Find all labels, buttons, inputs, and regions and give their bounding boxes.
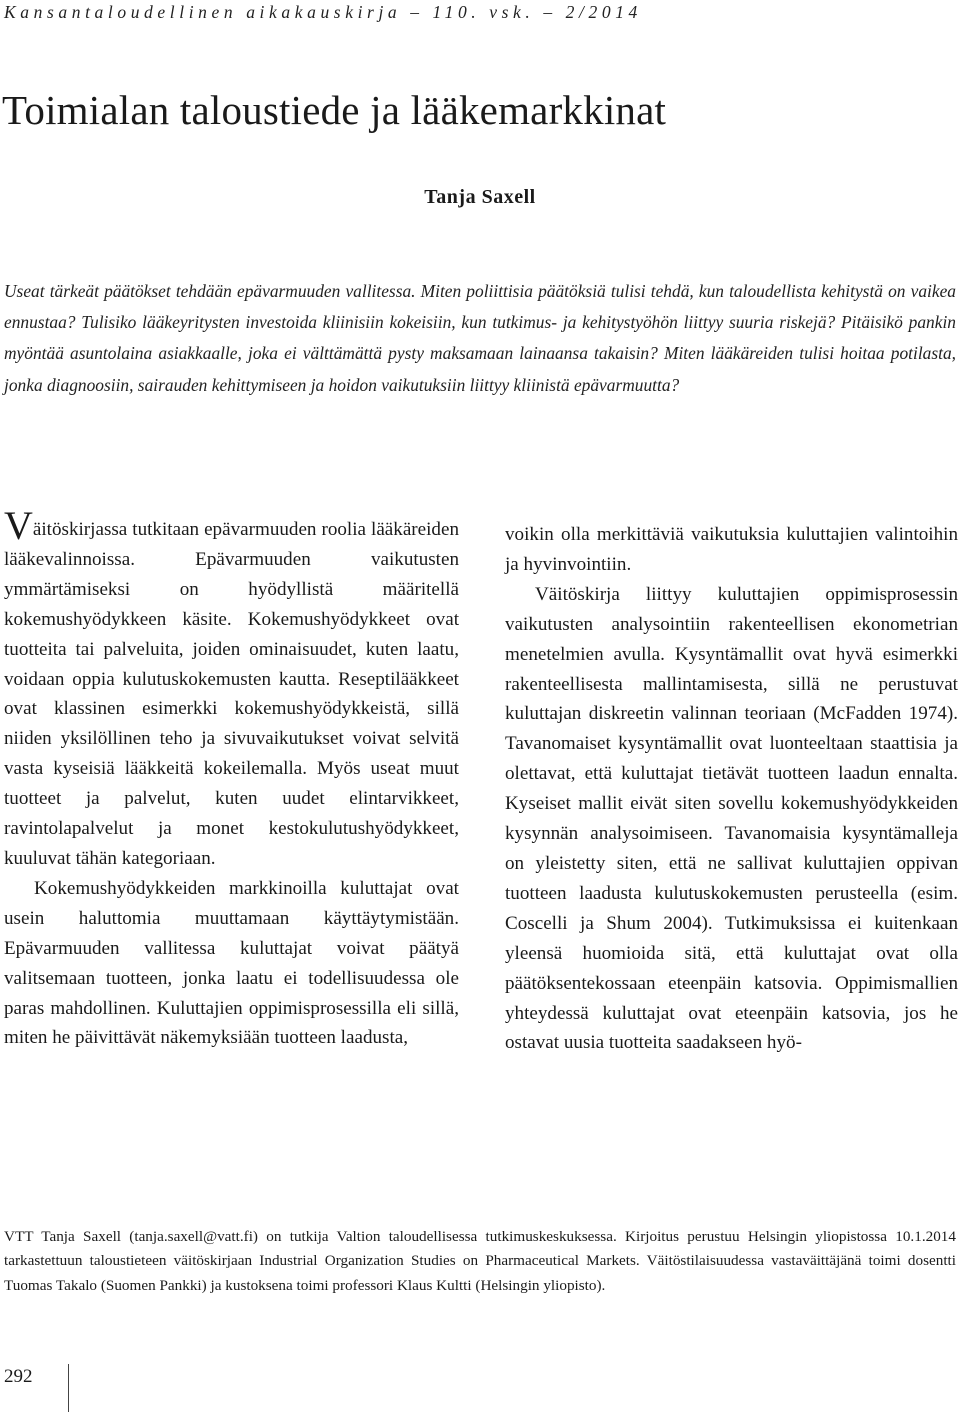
page-number-rule [68,1364,69,1412]
body-paragraph-2: Kokemushyödykkeiden markkinoilla kuluttajat ovat usein haluttomia muuttamaan käyttäytymistään. Epävarmuuden vallitessa kuluttajat voivat päätyä valitsemaan tuotteen, jonka laatu ei todellisuudessa ole paras mahdollinen. Kuluttajien oppimisprosessilla eli sillä, miten he päivittävät näkemyksiään tuotteen laadusta, [4,877,459,1049]
drop-cap: V [4,503,33,548]
body-paragraph-1 [4,503,459,874]
author-name: Tanja Saxell [424,186,536,208]
body-paragraph-4: Väitöskirja liittyy kuluttajien oppimisprosessin vaikutusten analysointiin rakenteellisen ekonometrian menetelmien avulla. Kysyntämallit ovat hyvä esimerkki rakenteellisesta mallintamisesta, sillä ne perustuvat kuluttajan diskreetin valinnan teoriaan (McFadden 1974). Tavanomaiset kysyntämallit ovat luonteeltaan staattisia ja olettavat, että kuluttajat tietävät tuotteen laadun ennalta. Kyseiset mallit eivät siten sovellu kokemushyödykkeiden kysynnän analysoimiseen. Tavanomaisia kysyntämalleja on yleistetty siten, että ne sallivat kuluttajien oppivan tuotteen laadusta kulutuskokemusten perusteella (esim. Coscelli ja Shum 2004). Tutkimuksissa ei kuitenkaan yleensä huomioida sitä, että kuluttajat ovat olla päätöksentekossaan eteenpäin katsovia. Oppimismallien yhteydessä kuluttajat ovat eteenpäin katsovia, jos he ostavat uusia tuotteita saadakseen hyö- [505,583,958,1054]
author-footnote: VTT Tanja Saxell (tanja.saxell@vatt.fi) on tutkija Valtion taloudellisessa tutkimuskeskuksessa. Kirjoitus perustuu Helsingin yliopistossa 10.1.2014 tarkastettuun taloustieteen väitöskirjaan Industrial Organization Studies on Pharmaceutical Markets. Väitöstilaisuudessa vastaväittäjänä toimi dosentti Tuomas Takalo (Suomen Pankki) ja kustoksena toimi professori Klaus Kultti (Helsingin yliopisto). [4,1228,956,1294]
body-paragraph-1-text: äitöskirjassa tutkitaan epävarmuuden roolia lääkäreiden lääkevalinnoissa. Epävarmuuden vaikutusten ymmärtämiseksi on hyödyllistä määritellä kokemushyödykkeen käsite. Kokemushyödykkeet ovat tuotteita tai palveluita, joiden ominaisuudet, kuten laatu, voidaan oppia kulutuskokemusten kautta. Reseptilääkkeet ovat klassinen esimerkki kokemushyödykkeistä, sillä niiden yksilöllinen teho ja sivuvaikutukset voivat selvitä vasta kyseisiä lääkkeitä kokeilemalla. Myös useat muut tuotteet ja palvelut, kuten uudet elintarvikkeet, ravintolapalvelut ja monet kestokulutushyödykkeet, kuuluvat tähän kategoriaan. [4,519,459,869]
right-column [505,520,958,1058]
abstract: Useat tärkeät päätökset tehdään epävarmuuden vallitessa. Miten poliittisia päätöksiä tulisi tehdä, kun taloudellista kehitystä on vaikea ennustaa? Tulisiko lääkeyritysten investoida kliinisiin kokeisiin, kun tutkimus- ja kehitystyöhön liittyy suuria riskejä? Pitäisikö pankin myöntää asuntolaina asiakkaalle, joka ei välttämättä pysty maksamaan lainaansa takaisin? Miten lääkäreiden tulisi hoitaa potilasta, jonka diagnoosiin, sairauden kehittymiseen ja hoidon vaikutuksiin liittyy kliinistä epävarmuutta? [4,281,956,395]
body-paragraph-3: voikin olla merkittäviä vaikutuksia kuluttajien valintoihin ja hyvinvointiin. [505,524,958,575]
page-number: 292 [4,1366,33,1387]
running-header: Kansantaloudellinen aikakauskirja – 110. vsk. – 2/2014 [4,2,642,22]
article-title: Toimialan taloustiede ja lääkemarkkinat [2,87,667,133]
left-column [4,503,459,1053]
